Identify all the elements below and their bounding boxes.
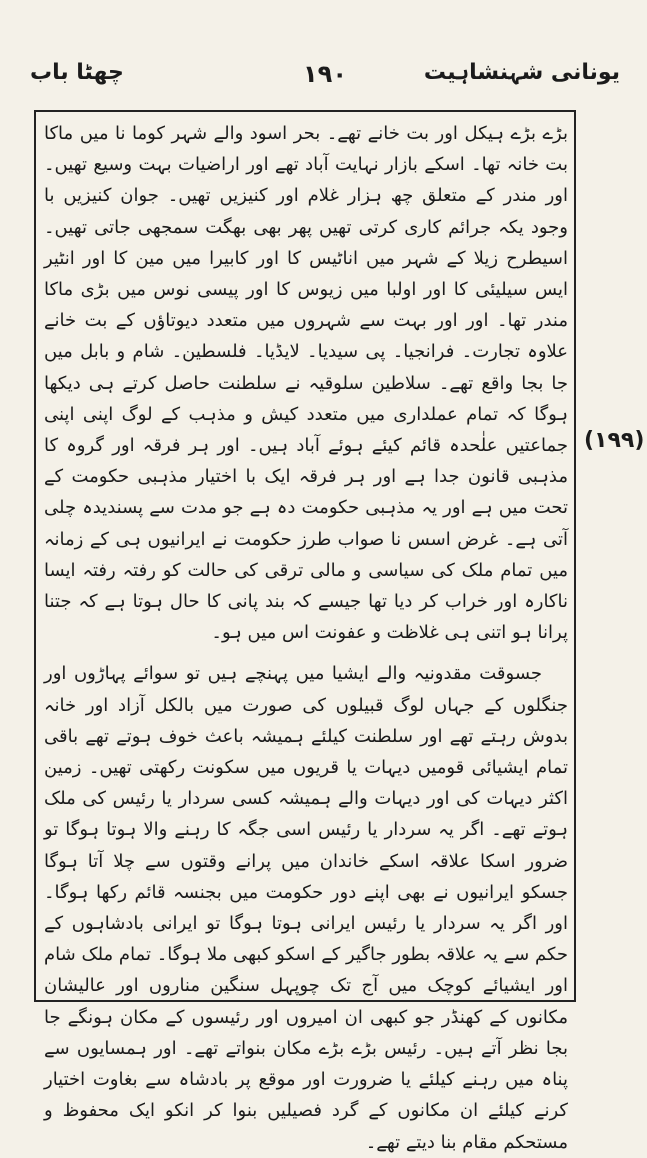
page-header bbox=[30, 60, 620, 100]
page-number: ١٩٠ bbox=[303, 60, 347, 88]
book-title: یونانی شہنشاہیت bbox=[423, 60, 620, 85]
paragraph-1: بڑے بڑے ہیکل اور بت خانے تھے۔ بحر اسود والے شہر کوما نا میں ماکا بت خانہ تھا۔ اسکے بازار نہایت آباد تھے اور اراضیات بہت وسیع تھیں۔ اور مندر کے متعلق چھ ہزار غلام اور کنیزیں تھیں۔ جوان کنیزیں با وجود یکہ جرائم کاری کرتی تھیں پھر بھی بھگت سمجھی جاتی تھیں۔ اسیطرح زیلا کے شہر میں اناٹیس کا اور کابیرا میں مین کا اور انٹیر ایس سیلیئی کا اور اولبا میں زیوس کا اور پیسی نوس میں بڑی ماکا مندر تھا۔ اور اور بہت سے شہروں میں متعدد دیوتاؤں کے بت خانے علاوہ تجارت۔ فرانجیا۔ پی سیدیا۔ لایڈیا۔ فلسطین۔ شام و بابل میں جا بجا واقع تھے۔ سلاطین سلوقیہ نے سلطنت حاصل کرتے ہی دیکھا ہوگا کہ تمام عملداری میں متعدد کیش و مذہب کے لوگ اپنی اپنی جماعتیں علٰحدہ قائم کیئے ہوئے آباد ہیں۔ اور ہر فرقہ اور گروہ کا مذہبی قانون جدا ہے اور ہر فرقہ ایک با اختیار مذہبی حکومت کے تحت میں ہے اور یہ مذہبی حکومت دہ ہے جو مدت سے پسندیدہ چلی آتی ہے۔ غرض اسس نا صواب طرز حکومت نے ایرانیوں ہی کے زمانہ میں تمام ملک کی سیاسی و مالی ترقی کی حالت کو رفتہ رفتہ ایسا ناکارہ اور خراب کر دیا تھا جیسے کہ بند پانی کا حال ہوتا ہے کہ جتنا پرانا ہو اتنی ہی غلاظت و عفونت اس میں ہو۔ bbox=[44, 123, 568, 644]
page-body bbox=[44, 118, 568, 1158]
chapter-label: چھٹا باب bbox=[30, 60, 124, 85]
paragraph-2: جسوقت مقدونیہ والے ایشیا میں پہنچے ہیں تو سوائے پہاڑوں اور جنگلوں کے جہاں لوگ قبیلوں کی صورت میں بالکل آزاد اور خانہ بدوش رہتے تھے اور سلطنت کیلئے ہمیشہ باعث خوف ہوتے تھے باقی تمام ایشیائی قومیں دیہات یا قریوں میں سکونت رکھتی تھیں۔ زمین اکثر دیہات کی اور دیہات والے ہمیشہ کسی سردار یا رئیس کی ملک ہوتے تھے۔ اگر یہ سردار یا رئیس اسی جگہ کا رہنے والا ہوتا ہوگا تو ضرور اسکا علاقہ اسکے خاندان میں پرانے وقتوں سے چلا آتا ہوگا جسکو ایرانیوں نے بھی اپنے دور حکومت میں بجنسہ قائم رکھا ہوگا۔ اور اگر یہ سردار یا رئیس ایرانی ہوتا ہوگا تو ایرانی بادشاہوں کے حکم سے یہ علاقہ بطور جاگیر کے اسکو کبھی ملا ہوگا۔ تمام ملک شام اور ایشیائے کوچک میں آج تک چوپہل سنگین مناروں اور عالیشان مکانوں کے کھنڈر جو کبھی ان امیروں اور رئیسوں کے مکان ہونگے جا بجا نظر آتے ہیں۔ رئیس بڑے بڑے مکان بنواتے تھے۔ اور ہمسایوں سے پناہ میں رہنے کیلئے یا ضرورت اور موقع پر بادشاہ سے بغاوت اختیار کرنے کیلئے ان مکانوں کے گرد فصیلیں بنوا کر انکو ایک محفوظ و مستحکم مقام بنا دیتے تھے۔ bbox=[44, 663, 568, 1153]
margin-note: (۱۹۹) bbox=[584, 428, 645, 453]
